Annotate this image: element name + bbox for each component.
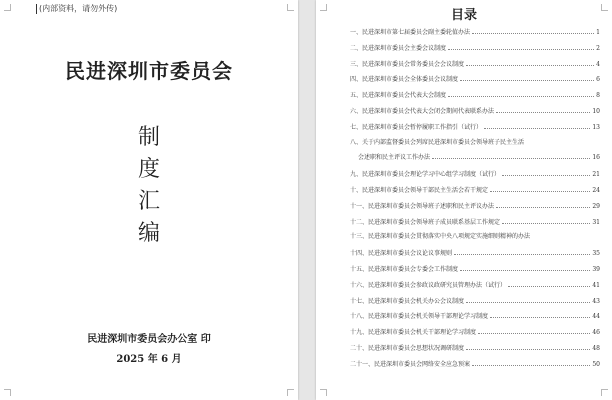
toc-leader-dots (472, 360, 590, 366)
toc-page-number: 50 (592, 360, 600, 368)
toc-item-title: 十二、民进深圳市委员会领导班子成员联系基层工作规定 (350, 218, 501, 226)
toc-page-number: 4 (596, 60, 600, 68)
organization-title: 民进深圳市委员会 (65, 59, 233, 83)
toc-leader-dots (432, 153, 590, 159)
toc-item[interactable] (350, 344, 600, 353)
toc-item-line2 (350, 153, 600, 162)
toc-page-number: 10 (592, 108, 600, 115)
toc-item[interactable] (350, 186, 600, 195)
toc-page-number: 2 (596, 44, 600, 52)
toc-page-number: 35 (592, 250, 600, 258)
title-char: 度 (137, 157, 160, 182)
toc-item[interactable] (350, 265, 600, 274)
toc-item-title: 四、民进深圳市委员会全体委员会议制度 (350, 76, 459, 84)
toc-item-title: 五、民进深圳市委员会代表大会制度 (350, 92, 447, 100)
toc-item-title: 二、民进深圳市委员会主委会议制度 (350, 44, 447, 52)
toc-page-number: 21 (592, 171, 600, 179)
toc-item[interactable] (350, 123, 600, 132)
toc-item[interactable] (350, 233, 600, 241)
issue-date: 2025 年 6 月 (116, 354, 182, 365)
toc-leader-dots (466, 297, 590, 303)
toc-page-number: 13 (592, 123, 600, 131)
toc-item-title: 十八、民进深圳市委员会机关领导干部理论学习制度 (350, 313, 489, 321)
toc-leader-dots (502, 170, 590, 176)
toc-leader-dots (484, 123, 590, 129)
toc-item-title: 二十一、民进深圳市委员会网络安全应急预案 (350, 360, 471, 368)
toc-leader-dots (490, 312, 590, 318)
toc-leader-dots (472, 28, 594, 34)
toc-item-title: 九、民进深圳市委员会理论学习中心组学习制度（试行） (350, 171, 501, 179)
toc-item-title: 十四、民进深圳市委员会议论议事规则 (350, 250, 453, 258)
toc-leader-dots (466, 344, 590, 350)
crop-mark (4, 389, 11, 396)
toc-page-number: 16 (592, 153, 600, 161)
toc-item-title: 三、民进深圳市委员会常务委员会会议制度 (350, 60, 465, 68)
toc-item-title: 八、关于内部监督委员会列席民进深圳市委员会领导班子民主生活 (350, 138, 525, 146)
toc-item-title: 十六、民进深圳市委员会参政议政研究员管理办法（试行） (350, 281, 507, 289)
toc-item[interactable] (350, 312, 600, 321)
toc-page-number: 43 (592, 297, 600, 305)
toc-item[interactable] (350, 202, 600, 211)
title-char: 汇 (137, 189, 160, 214)
toc-page-number: 41 (592, 281, 600, 289)
toc-item-title: 六、民进深圳市委员会代表大会闭会期间代表联系办法 (350, 108, 495, 115)
toc-page-number: 39 (592, 266, 600, 273)
crop-mark (287, 389, 294, 396)
toc-leader-dots (496, 107, 590, 113)
toc-page-number: 29 (592, 202, 600, 210)
toc-leader-dots (478, 328, 590, 334)
issuer-line: 民进深圳市委员会办公室 印 (87, 334, 211, 345)
toc-item[interactable] (350, 139, 600, 162)
cover-page (0, 0, 298, 400)
toc-leader-dots (460, 75, 594, 81)
toc-item[interactable] (350, 328, 600, 337)
title-char: 编 (137, 221, 160, 246)
crop-mark (4, 4, 11, 11)
toc-title: 目录 (450, 8, 477, 23)
toc-item[interactable] (350, 297, 600, 306)
toc-item[interactable] (350, 44, 600, 53)
crop-mark (320, 389, 327, 396)
toc-item-title-cont: 会述职和民主评议工作办法 (358, 153, 431, 161)
toc-leader-dots (448, 91, 594, 97)
toc-item[interactable] (350, 91, 600, 100)
toc-leader-dots (466, 60, 594, 66)
toc-page-number: 1 (596, 29, 600, 36)
toc-item-title: 二十、民进深圳市委员会思想状况调研制度 (350, 345, 465, 352)
toc-page-number: 8 (596, 92, 600, 100)
title-char: 制 (137, 125, 160, 150)
crop-mark (601, 389, 608, 396)
confidential-notice: (内部资料，请勿外传) (36, 4, 117, 14)
toc-leader-dots (496, 202, 590, 208)
toc-leader-dots (508, 281, 590, 287)
toc-item-title: 十五、民进深圳市委员会专委会工作制度 (350, 266, 459, 273)
toc-page-number: 46 (592, 329, 600, 337)
toc-leader-dots (460, 265, 590, 271)
toc-leader-dots (454, 249, 590, 255)
toc-item[interactable] (350, 28, 600, 37)
toc-item-title: 十一、民进深圳市委员会领导班子述职和民主评议办法 (350, 202, 495, 210)
toc-item-title: 十三、民进深圳市委员会贯彻落实中央八项规定实施细则精神的办法 (350, 233, 531, 241)
toc-item-title: 十七、民进深圳市委员会机关办公会议制度 (350, 297, 465, 305)
toc-page-number: 24 (592, 187, 600, 194)
toc-item-title: 一、民进深圳市第七届委员会副主委轮值办法 (350, 29, 471, 36)
toc-page-number: 6 (596, 76, 600, 84)
toc-item-title: 十、民进深圳市委员会领导干部民主生活会若干规定 (350, 187, 489, 194)
toc-leader-dots (490, 186, 590, 192)
toc-leader-dots (502, 218, 590, 224)
toc-item[interactable] (350, 107, 600, 116)
toc-page-number: 48 (592, 345, 600, 352)
toc-page-number: 44 (592, 313, 600, 321)
toc-item-title: 七、民进深圳市委员会暂停履职工作指引（试行） (350, 123, 483, 131)
crop-mark (287, 4, 294, 11)
toc-item[interactable] (350, 170, 600, 179)
toc-item[interactable] (350, 281, 600, 290)
toc-item[interactable] (350, 249, 600, 258)
toc-item[interactable] (350, 218, 600, 227)
toc-item[interactable] (350, 60, 600, 69)
toc-item[interactable] (350, 75, 600, 84)
toc-item-title: 十九、民进深圳市委员会机关干部理论学习制度 (350, 329, 477, 337)
toc-page (316, 0, 612, 400)
toc-page-number: 31 (592, 218, 600, 226)
toc-item[interactable] (350, 360, 600, 369)
toc-leader-dots (448, 44, 594, 50)
